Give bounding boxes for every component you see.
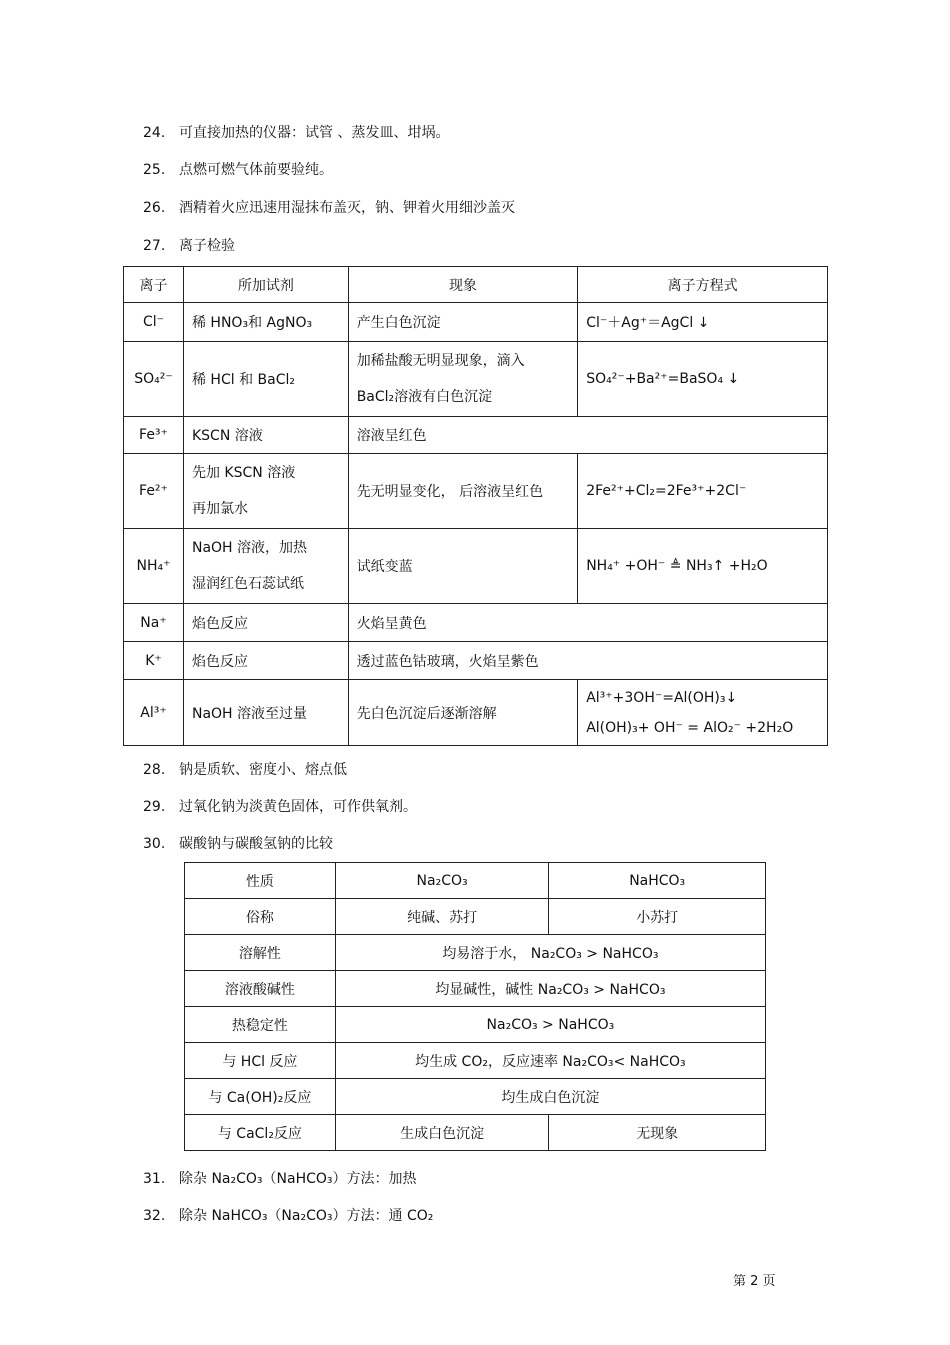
item-text: 钠是质软、密度小、熔点低	[179, 762, 347, 778]
item-number: 25.	[143, 162, 166, 178]
cell-na2co3: 纯碱、苏打	[335, 899, 549, 935]
header-equation: 离子方程式	[578, 267, 828, 303]
cell-reagent: 焰色反应	[183, 642, 348, 680]
cell-equation: Cl⁻＋Ag⁺＝AgCl ↓	[578, 303, 828, 342]
cell-nahco3: 小苏打	[549, 899, 766, 935]
page-number: 第 2 页	[733, 1274, 776, 1289]
table-row	[124, 642, 828, 680]
item-number: 29.	[143, 799, 166, 815]
item-text: 碳酸钠与碳酸氢钠的比较	[179, 836, 333, 852]
cell-reagent: 焰色反应	[183, 604, 348, 642]
header-property: 性质	[185, 863, 336, 899]
cell-merged: Na₂CO₃ > NaHCO₃	[335, 1007, 765, 1043]
equation-line: Al³⁺+3OH⁻=Al(OH)₃↓	[586, 689, 738, 706]
cell-phenomenon: 火焰呈黄色	[348, 604, 827, 642]
cell-ion: Fe²⁺	[124, 454, 184, 529]
table-row	[185, 935, 766, 971]
cell-property: 与 CaCl₂反应	[185, 1115, 336, 1151]
cell-ion: K⁺	[124, 642, 184, 680]
header-reagent: 所加试剂	[183, 267, 348, 303]
phenomenon-line: BaCl₂溶液有白色沉淀	[356, 389, 493, 405]
cell-property: 与 Ca(OH)₂反应	[185, 1079, 336, 1115]
table-row	[185, 1007, 766, 1043]
reagent-line: 湿润红色石蕊试纸	[191, 576, 304, 592]
cell-reagent	[183, 454, 348, 529]
cell-reagent: 稀 HNO₃和 AgNO₃	[183, 303, 348, 342]
cell-phenomenon: 先白色沉淀后逐渐溶解	[348, 680, 578, 746]
list-item	[143, 798, 417, 816]
list-item	[143, 761, 347, 779]
table-row	[124, 417, 828, 454]
table-row	[124, 454, 828, 529]
reagent-line: 再加氯水	[191, 501, 248, 517]
item-text: 除杂 Na₂CO₃（NaHCO₃）方法：加热	[179, 1171, 417, 1187]
table-row	[124, 680, 828, 746]
item-text: 过氧化钠为淡黄色固体，可作供氧剂。	[179, 799, 417, 815]
table-row	[185, 899, 766, 935]
item-text: 可直接加热的仪器：试管 、蒸发皿、坩埚。	[179, 125, 450, 141]
table-row	[124, 529, 828, 604]
item-number: 24.	[143, 125, 166, 141]
cell-ion: Na⁺	[124, 604, 184, 642]
table-row	[124, 604, 828, 642]
header-ion: 离子	[124, 267, 184, 303]
cell-reagent: KSCN 溶液	[183, 417, 348, 454]
reagent-line: 先加 KSCN 溶液	[191, 465, 296, 481]
equation-line: Al(OH)₃+ OH⁻ = AlO₂⁻ +2H₂O	[586, 719, 794, 736]
table-row	[185, 1115, 766, 1151]
cell-phenomenon: 透过蓝色钴玻璃，火焰呈紫色	[348, 642, 827, 680]
ion-test-table	[123, 266, 828, 746]
header-phenomenon: 现象	[348, 267, 578, 303]
list-item	[143, 124, 449, 142]
item-number: 26.	[143, 200, 166, 216]
item-number: 31.	[143, 1171, 166, 1187]
cell-property: 溶解性	[185, 935, 336, 971]
cell-merged: 均生成白色沉淀	[335, 1079, 765, 1115]
cell-ion: NH₄⁺	[124, 529, 184, 604]
list-item	[143, 1207, 433, 1225]
reagent-line: NaOH 溶液，加热	[191, 540, 308, 556]
cell-property: 与 HCl 反应	[185, 1043, 336, 1079]
item-text: 除杂 NaHCO₃（Na₂CO₃）方法：通 CO₂	[179, 1208, 434, 1224]
list-item	[143, 161, 333, 179]
cell-nahco3: 无现象	[549, 1115, 766, 1151]
item-text: 离子检验	[179, 238, 235, 254]
table-row	[185, 971, 766, 1007]
cell-property: 俗称	[185, 899, 336, 935]
cell-equation: SO₄²⁻+Ba²⁺=BaSO₄ ↓	[578, 342, 828, 417]
table-row	[124, 342, 828, 417]
cell-equation	[578, 680, 828, 746]
list-item	[143, 199, 515, 217]
item-text: 点燃可燃气体前要验纯。	[179, 162, 333, 178]
cell-merged: 均显碱性，碱性 Na₂CO₃ > NaHCO₃	[335, 971, 765, 1007]
list-item	[143, 1170, 417, 1188]
item-number: 28.	[143, 762, 166, 778]
cell-phenomenon: 溶液呈红色	[348, 417, 827, 454]
table-row	[124, 303, 828, 342]
cell-merged: 均生成 CO₂，反应速率 Na₂CO₃< NaHCO₃	[335, 1043, 765, 1079]
item-number: 27.	[143, 238, 166, 254]
cell-merged: 均易溶于水， Na₂CO₃ > NaHCO₃	[335, 935, 765, 971]
cell-phenomenon: 试纸变蓝	[348, 529, 578, 604]
cell-ion: Fe³⁺	[124, 417, 184, 454]
cell-reagent	[183, 529, 348, 604]
cell-equation: NH₄⁺ +OH⁻ ≜ NH₃↑ +H₂O	[578, 529, 828, 604]
cell-na2co3: 生成白色沉淀	[335, 1115, 549, 1151]
cell-property: 溶液酸碱性	[185, 971, 336, 1007]
cell-equation: 2Fe²⁺+Cl₂=2Fe³⁺+2Cl⁻	[578, 454, 828, 529]
cell-reagent: 稀 HCl 和 BaCl₂	[183, 342, 348, 417]
cell-reagent: NaOH 溶液至过量	[183, 680, 348, 746]
cell-phenomenon: 先无明显变化， 后溶液呈红色	[348, 454, 578, 529]
cell-phenomenon: 产生白色沉淀	[348, 303, 578, 342]
cell-ion: Cl⁻	[124, 303, 184, 342]
carbonate-comparison-table	[184, 862, 766, 1151]
cell-ion: Al³⁺	[124, 680, 184, 746]
item-text: 酒精着火应迅速用湿抹布盖灭，钠、钾着火用细沙盖灭	[179, 200, 515, 216]
list-item	[143, 835, 333, 853]
phenomenon-line: 加稀盐酸无明显现象，滴入	[356, 353, 525, 369]
cell-phenomenon	[348, 342, 578, 417]
header-na2co3: Na₂CO₃	[335, 863, 549, 899]
table-row	[185, 1079, 766, 1115]
table-row	[185, 1043, 766, 1079]
cell-property: 热稳定性	[185, 1007, 336, 1043]
table-header-row	[185, 863, 766, 899]
item-number: 32.	[143, 1208, 166, 1224]
header-nahco3: NaHCO₃	[549, 863, 766, 899]
table-header-row	[124, 267, 828, 303]
list-item	[143, 237, 235, 255]
cell-ion: SO₄²⁻	[124, 342, 184, 417]
item-number: 30.	[143, 836, 166, 852]
